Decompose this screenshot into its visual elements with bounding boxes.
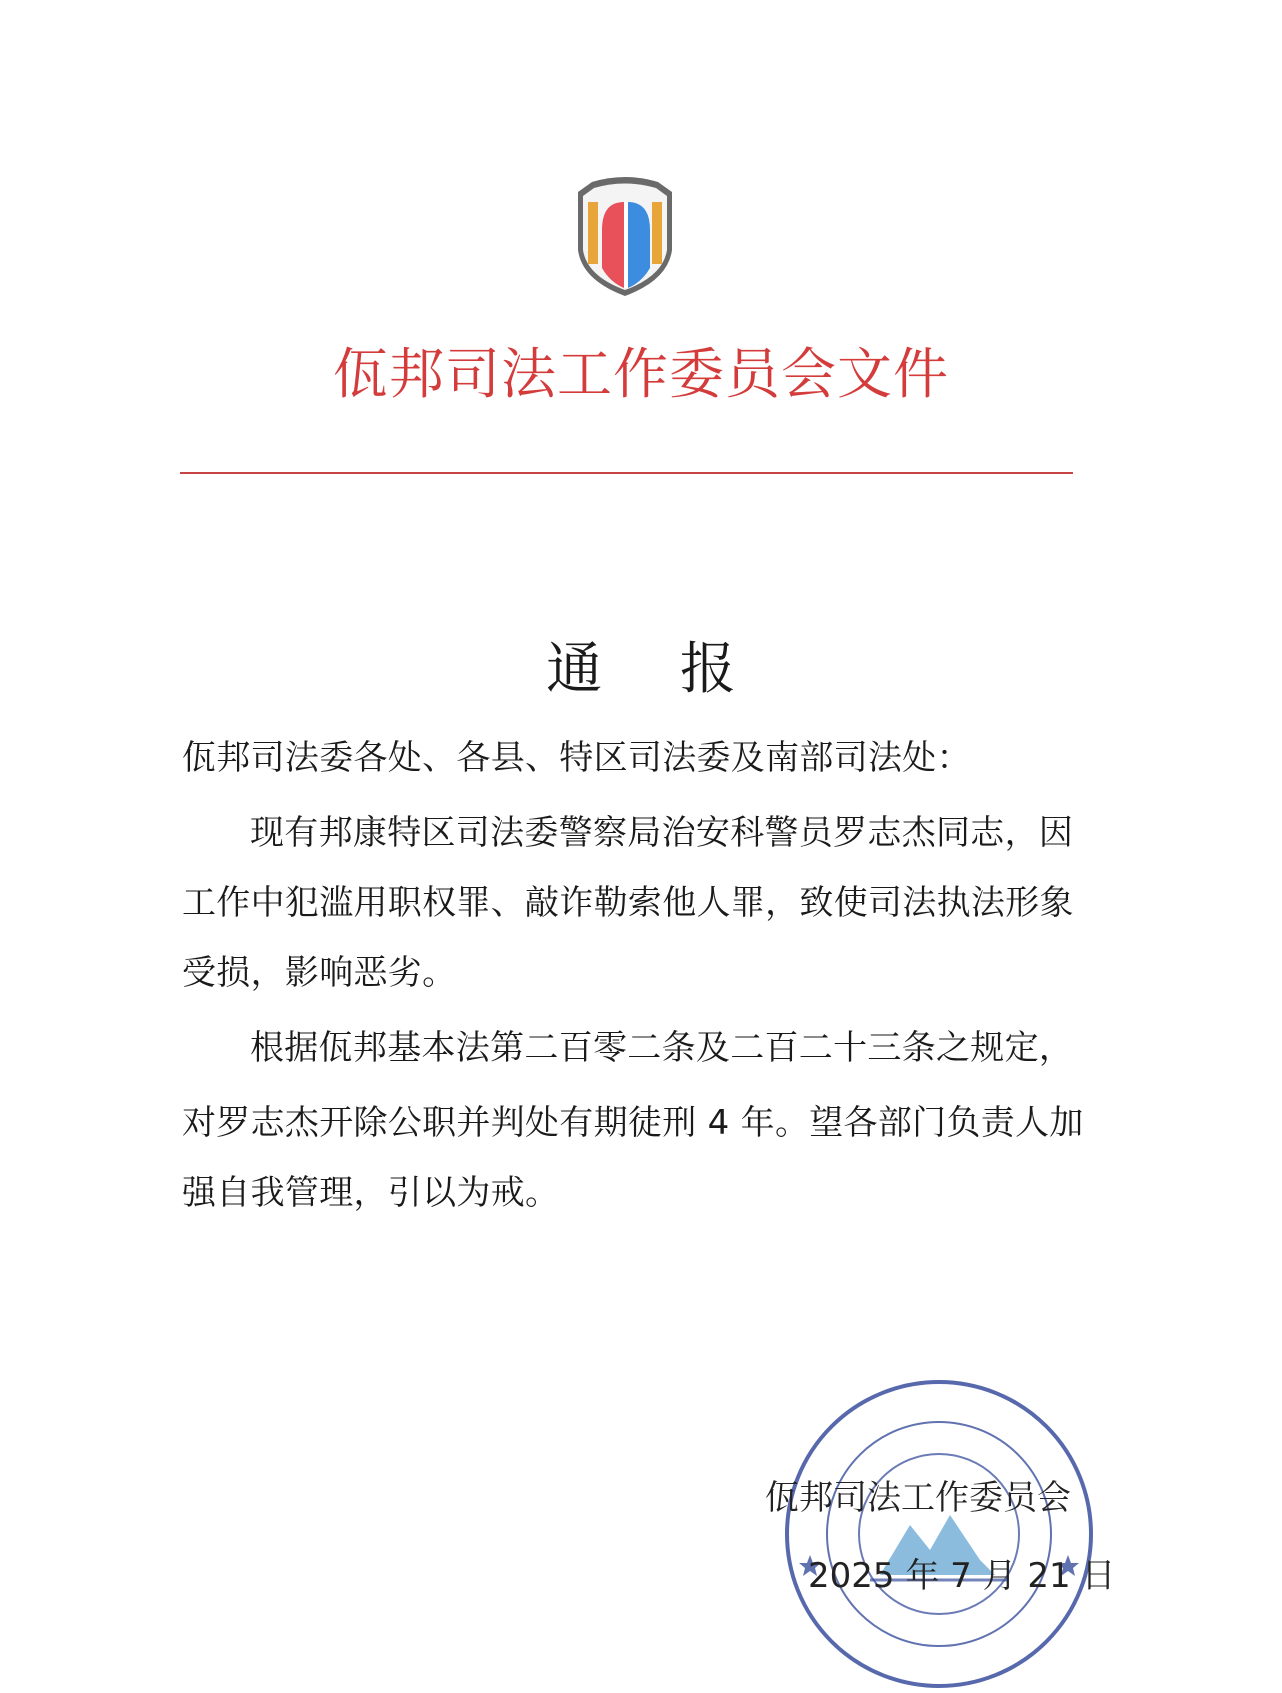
paragraph-2-line: 强自我管理，引以为戒。 bbox=[182, 1173, 560, 1213]
official-seal-stamp bbox=[780, 1375, 1098, 1693]
notice-heading: 通 报 bbox=[546, 637, 766, 702]
addressee: 佤邦司法委各处、各县、特区司法委及南部司法处： bbox=[182, 738, 971, 778]
paragraph-1-line: 受损，影响恶劣。 bbox=[182, 953, 457, 993]
paragraph-1-line: 现有邦康特区司法委警察局治安科警员罗志杰同志，因 bbox=[250, 813, 1074, 853]
shield-emblem-icon bbox=[572, 170, 678, 298]
document-header-title: 佤邦司法工作委员会文件 bbox=[332, 342, 949, 406]
paragraph-2-line: 对罗志杰开除公职并判处有期徒刑 4 年。望各部门负责人加 bbox=[182, 1103, 1084, 1143]
header-divider bbox=[180, 472, 1073, 474]
signature-organization: 佤邦司法工作委员会 bbox=[765, 1478, 1071, 1518]
signature-date: 2025 年 7 月 21 日 bbox=[808, 1556, 1116, 1596]
paragraph-2-line: 根据佤邦基本法第二百零二条及二百二十三条之规定， bbox=[250, 1028, 1074, 1068]
paragraph-1-line: 工作中犯滥用职权罪、敲诈勒索他人罪，致使司法执法形象 bbox=[182, 883, 1074, 923]
